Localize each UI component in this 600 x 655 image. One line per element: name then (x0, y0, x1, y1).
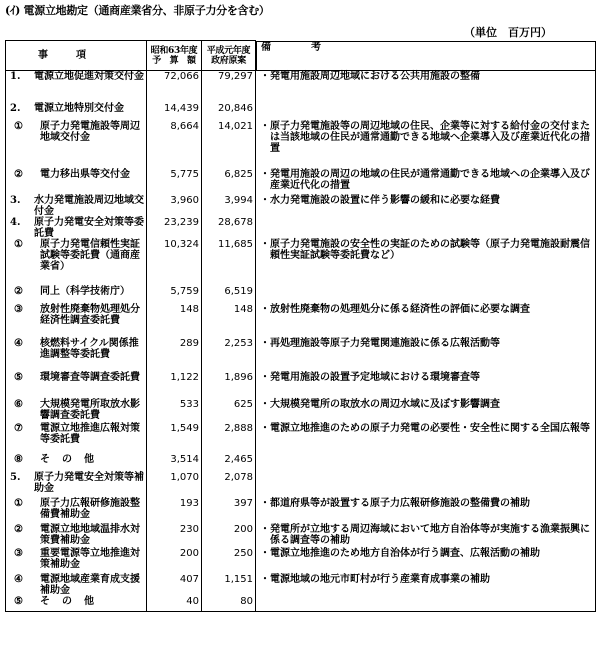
item-number: ③ (14, 303, 23, 315)
table-row (6, 217, 596, 239)
remark-text: 放射性廃棄物の処理処分に係る経済性の評価に必要な調査 (270, 303, 530, 315)
table-row (6, 169, 596, 195)
item-label: 原子力発電安全対策等委託費 (34, 216, 144, 239)
table-row (6, 596, 596, 612)
table-row (6, 372, 596, 399)
bullet: ・ (260, 194, 270, 206)
item-label: その他 (40, 453, 106, 465)
bullet: ・ (260, 371, 270, 383)
unit-label: （単位 百万円） (464, 26, 552, 39)
bullet: ・ (260, 303, 270, 315)
cell-curr-amount: 11,685 (202, 239, 256, 286)
item-label: 電源立地地域温排水対策費補助金 (40, 523, 140, 546)
header-item: 事項 (6, 41, 147, 71)
header-curr-year-top: 平成元年度 (206, 45, 251, 56)
cell-remark (256, 217, 596, 239)
table-row (6, 121, 596, 169)
cell-remark (256, 472, 596, 498)
item-label: 大規模発電所取放水影響調査委託費 (40, 398, 140, 421)
cell-item (6, 217, 147, 239)
cell-curr-amount: 80 (202, 596, 256, 612)
cell-prev-amount: 5,759 (147, 286, 202, 304)
item-label: 核燃料サイクル関係推進調整等委託費 (40, 337, 139, 360)
budget-table (5, 40, 596, 612)
cell-curr-amount: 14,021 (202, 121, 256, 169)
bullet: ・ (260, 70, 270, 82)
item-label: 重要電源等立地推進対策補助金 (40, 547, 140, 570)
cell-item (6, 454, 147, 472)
cell-remark (256, 399, 596, 423)
table-row (6, 423, 596, 454)
cell-prev-amount: 10,324 (147, 239, 202, 286)
cell-prev-amount: 1,070 (147, 472, 202, 498)
cell-prev-amount: 193 (147, 498, 202, 524)
item-number: ① (14, 497, 23, 509)
cell-item (6, 472, 147, 498)
cell-prev-amount: 3,960 (147, 195, 202, 217)
header-prev-year-bottom: 予 算 額 (152, 55, 196, 66)
bullet: ・ (260, 398, 270, 410)
cell-prev-amount: 5,775 (147, 169, 202, 195)
table-row (6, 338, 596, 372)
cell-curr-amount: 625 (202, 399, 256, 423)
page-title: (ｲ) 電源立地勘定（通商産業省分、非原子力分を含む） (5, 4, 270, 17)
table-row (6, 71, 596, 103)
header-row (6, 41, 596, 71)
header-remarks: 備考 (256, 41, 596, 71)
cell-item (6, 423, 147, 454)
cell-item (6, 399, 147, 423)
cell-remark (256, 286, 596, 304)
bullet: ・ (260, 573, 270, 585)
cell-curr-amount: 20,846 (202, 103, 256, 121)
cell-remark (256, 338, 596, 372)
cell-remark (256, 239, 596, 286)
item-number: ③ (14, 547, 23, 559)
item-label: 原子力広報研修施設整備費補助金 (40, 497, 140, 520)
item-label: 原子力発電安全対策等補助金 (34, 471, 144, 494)
cell-prev-amount: 289 (147, 338, 202, 372)
item-label: 同上（科学技術庁） (40, 285, 130, 297)
cell-remark (256, 574, 596, 596)
remark-text: 原子力発電施設等の周辺地域の住民、企業等に対する給付金の交付または当該地域の住民が通常通勤できる地域へ企業導入及び産業近代化の措置 (270, 120, 590, 154)
bullet: ・ (260, 238, 270, 250)
cell-curr-amount: 2,078 (202, 472, 256, 498)
item-number: ② (14, 285, 23, 297)
remark-text: 都道府県等が設置する原子力広報研修施設の整備費の補助 (270, 497, 530, 509)
cell-curr-amount: 200 (202, 524, 256, 548)
cell-item (6, 596, 147, 612)
cell-prev-amount: 72,066 (147, 71, 202, 103)
cell-remark (256, 548, 596, 574)
header-prev-year (147, 41, 202, 71)
header-prev-year-top: 昭和63年度 (150, 45, 198, 56)
cell-remark (256, 372, 596, 399)
cell-remark (256, 524, 596, 548)
table-row (6, 239, 596, 286)
item-number: 3. (10, 194, 21, 206)
cell-curr-amount: 2,465 (202, 454, 256, 472)
cell-remark (256, 121, 596, 169)
item-number: ⑧ (14, 453, 23, 465)
cell-item (6, 195, 147, 217)
remark-text: 原子力発電施設の安全性の実証のための試験等（原子力発電施設耐震信頼性実証試験等委託費など） (270, 238, 590, 261)
item-number: 4. (10, 216, 21, 228)
cell-curr-amount: 250 (202, 548, 256, 574)
remark-text: 水力発電施設の設置に伴う影響の緩和に必要な経費 (270, 194, 500, 206)
remark-text: 発電用施設周辺地域における公共用施設の整備 (270, 70, 480, 82)
cell-item (6, 338, 147, 372)
cell-curr-amount: 2,888 (202, 423, 256, 454)
cell-remark (256, 71, 596, 103)
item-label: 水力発電施設周辺地域交付金 (34, 194, 144, 217)
bullet: ・ (260, 120, 270, 132)
cell-prev-amount: 1,122 (147, 372, 202, 399)
cell-item (6, 121, 147, 169)
cell-remark (256, 423, 596, 454)
cell-item (6, 103, 147, 121)
cell-item (6, 71, 147, 103)
table-row (6, 574, 596, 596)
cell-item (6, 239, 147, 286)
bullet: ・ (260, 337, 270, 349)
bullet: ・ (260, 497, 270, 509)
cell-item (6, 498, 147, 524)
cell-remark (256, 304, 596, 338)
cell-remark (256, 169, 596, 195)
remark-text: 電源立地推進のための原子力発電の必要性・安全性に関する全国広報等 (270, 422, 590, 434)
item-number: ⑥ (14, 398, 23, 410)
cell-curr-amount: 79,297 (202, 71, 256, 103)
cell-item (6, 286, 147, 304)
item-label: 環境審査等調査委託費 (40, 371, 140, 383)
item-number: ① (14, 120, 23, 132)
cell-remark (256, 103, 596, 121)
item-label: 電源立地促進対策交付金 (34, 71, 144, 82)
remark-text: 電源地域の地元市町村が行う産業育成事業の補助 (270, 573, 490, 585)
cell-item (6, 524, 147, 548)
cell-prev-amount: 230 (147, 524, 202, 548)
cell-prev-amount: 200 (147, 548, 202, 574)
bullet: ・ (260, 422, 270, 434)
cell-item (6, 548, 147, 574)
item-number: 2. (10, 102, 21, 114)
item-number: 5. (10, 471, 21, 483)
cell-curr-amount: 1,896 (202, 372, 256, 399)
item-number: ④ (14, 337, 23, 349)
cell-curr-amount: 2,253 (202, 338, 256, 372)
table-row (6, 286, 596, 304)
item-number: ④ (14, 573, 23, 585)
cell-curr-amount: 148 (202, 304, 256, 338)
table-row (6, 548, 596, 574)
item-number: ① (14, 238, 23, 250)
cell-item (6, 372, 147, 399)
header-curr-year (202, 41, 256, 71)
table-row (6, 524, 596, 548)
cell-prev-amount: 533 (147, 399, 202, 423)
item-label: 電力移出県等交付金 (40, 168, 130, 180)
bullet: ・ (260, 168, 270, 180)
cell-prev-amount: 23,239 (147, 217, 202, 239)
item-number: ⑤ (14, 371, 23, 383)
table-row (6, 195, 596, 217)
item-number: ⑦ (14, 422, 23, 434)
table-body (6, 71, 596, 612)
cell-prev-amount: 3,514 (147, 454, 202, 472)
item-label: 原子力発電施設等周辺地域交付金 (40, 120, 140, 143)
cell-remark (256, 195, 596, 217)
bullet: ・ (260, 523, 270, 535)
cell-item (6, 574, 147, 596)
cell-remark (256, 454, 596, 472)
cell-curr-amount: 3,994 (202, 195, 256, 217)
cell-remark (256, 498, 596, 524)
item-label: 放射性廃棄物処理処分経済性調査委託費 (40, 303, 140, 326)
cell-curr-amount: 397 (202, 498, 256, 524)
cell-curr-amount: 1,151 (202, 574, 256, 596)
cell-remark (256, 596, 596, 612)
cell-prev-amount: 407 (147, 574, 202, 596)
cell-prev-amount: 8,664 (147, 121, 202, 169)
cell-prev-amount: 148 (147, 304, 202, 338)
cell-prev-amount: 1,549 (147, 423, 202, 454)
remark-text: 発電用施設の周辺の地域の住民が通常通勤できる地域への企業導入及び産業近代化の措置 (270, 168, 590, 191)
item-label: 原子力発電信頼性実証試験等委託費（通商産業省） (40, 238, 140, 272)
table-row (6, 454, 596, 472)
item-label: その他 (40, 595, 106, 607)
table-row (6, 472, 596, 498)
cell-curr-amount: 28,678 (202, 217, 256, 239)
item-label: 電源立地推進広報対策等委託費 (40, 422, 140, 445)
remark-text: 発電用施設の設置予定地域における環境審査等 (270, 371, 480, 383)
table-row (6, 399, 596, 423)
table-row (6, 103, 596, 121)
cell-curr-amount: 6,825 (202, 169, 256, 195)
item-label: 電源地域産業育成支援補助金 (40, 573, 140, 596)
bullet: ・ (260, 547, 270, 559)
item-label: 電源立地特別交付金 (34, 102, 124, 114)
item-number: ② (14, 168, 23, 180)
remark-text: 再処理施設等原子力発電関連施設に係る広報活動等 (270, 337, 500, 349)
cell-item (6, 304, 147, 338)
header-curr-year-bottom: 政府原案 (211, 55, 246, 66)
remark-text: 電源立地推進のため地方自治体が行う調査、広報活動の補助 (270, 547, 540, 559)
item-number: ② (14, 523, 23, 535)
remark-text: 大規模発電所の取放水の周辺水域に及ぼす影響調査 (270, 398, 500, 410)
cell-item (6, 169, 147, 195)
item-number: 1. (10, 71, 21, 82)
item-number: ⑤ (14, 595, 23, 607)
remark-text: 発電所が立地する周辺海域において地方自治体等が実施する漁業振興に係る調査等の補助 (270, 523, 590, 546)
cell-prev-amount: 40 (147, 596, 202, 612)
table-row (6, 498, 596, 524)
table-row (6, 304, 596, 338)
cell-prev-amount: 14,439 (147, 103, 202, 121)
cell-curr-amount: 6,519 (202, 286, 256, 304)
